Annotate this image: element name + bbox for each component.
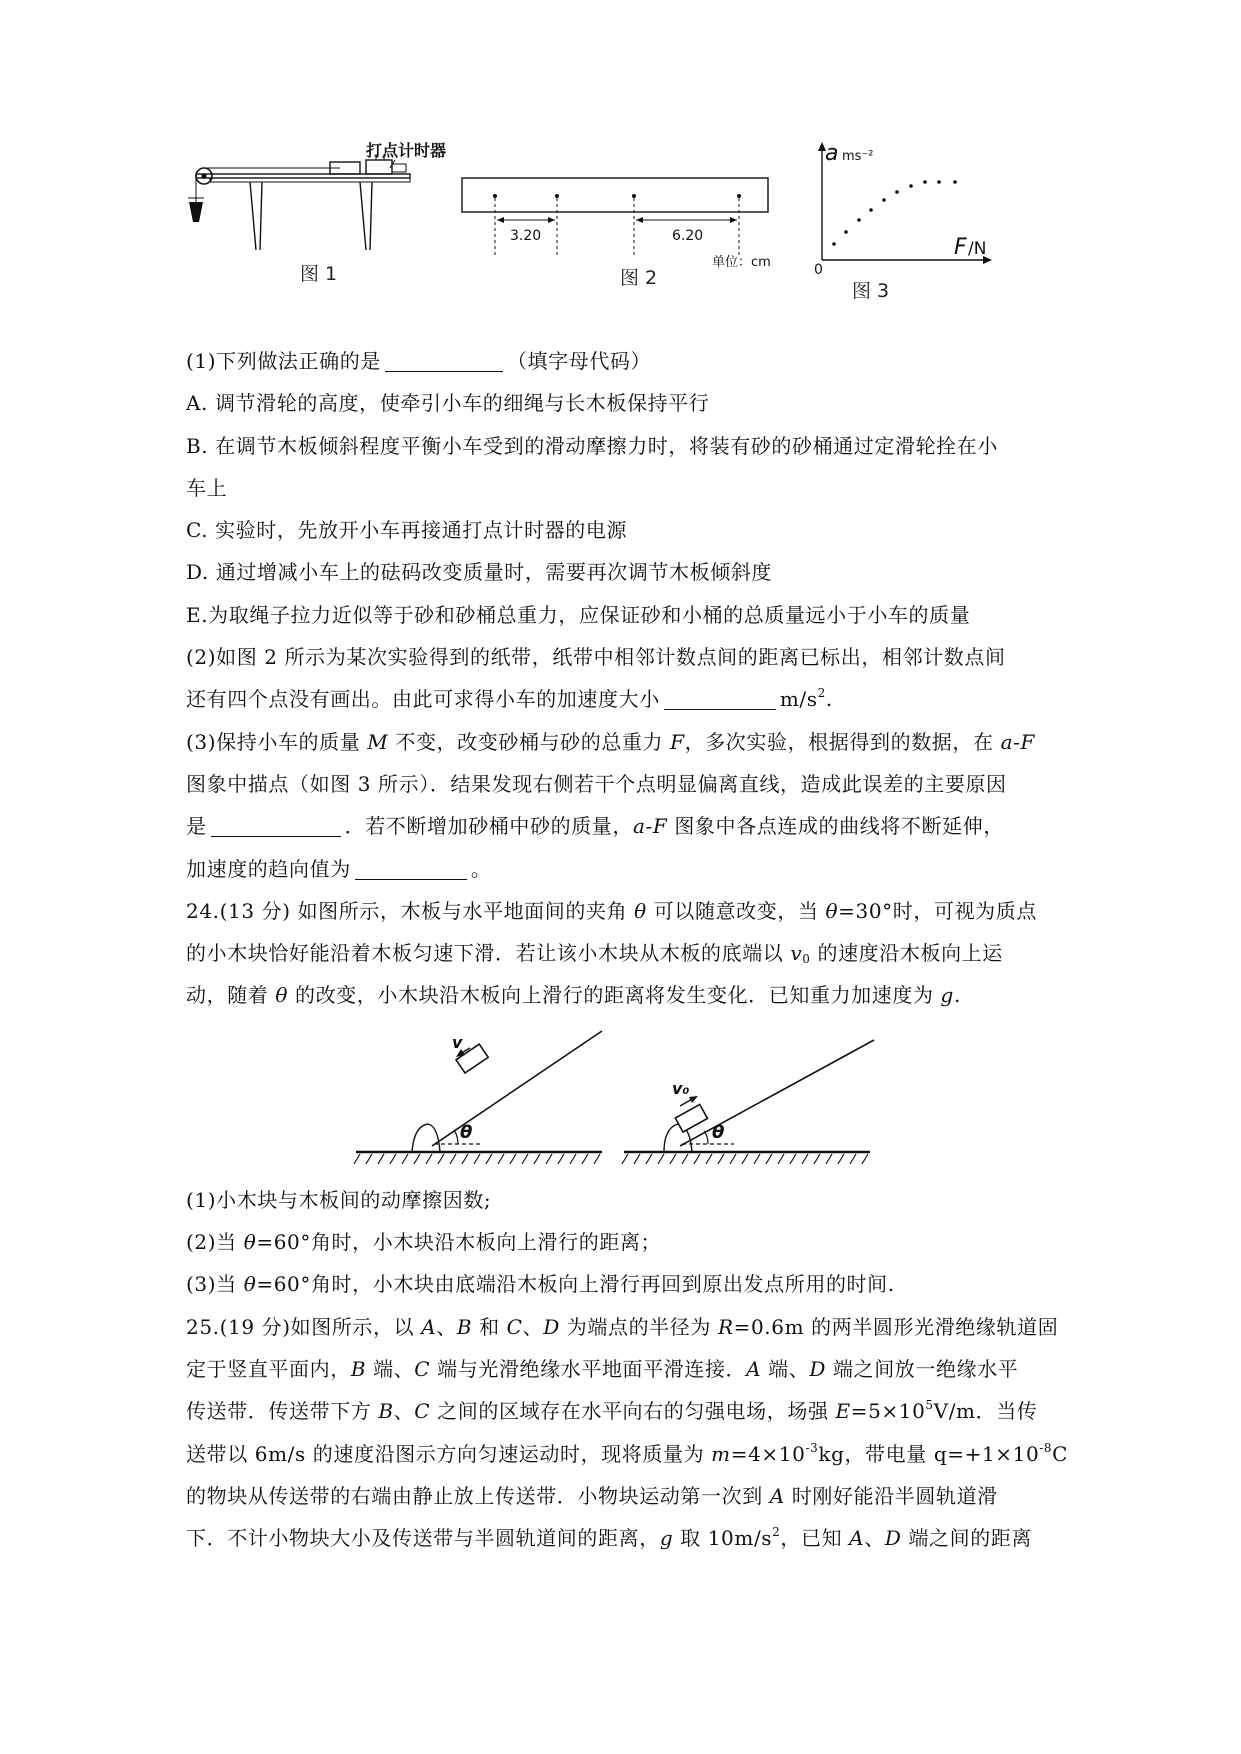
velocity-label: v (452, 1033, 463, 1052)
tape-distance-1: 3.20 (510, 228, 542, 244)
wood-block (675, 1104, 707, 1132)
timer (366, 160, 392, 174)
option-a: A. 调节滑轮的高度，使牵引小车的细绳与长木板保持平行 (186, 391, 710, 416)
paper-tape (462, 178, 768, 212)
q24-sub3: (3)当 θ=60°角时，小木块由底端沿木板向上滑行再回到原出发点所用的时间. (186, 1272, 895, 1297)
incline-figure-2 (620, 1026, 880, 1176)
incline-figure-1 (352, 1026, 612, 1176)
q25-line2: 定于竖直平面内，B 端、C 端与光滑绝缘水平地面平滑连接．A 端、D 端之间放一绝缘水平 (186, 1356, 1019, 1381)
tape-unit: 单位：cm (712, 255, 771, 270)
q23-part2-line1: (2)如图 2 所示为某次实验得到的纸带，纸带中相邻计数点间的距离已标出，相邻计数点间 (186, 645, 1006, 670)
answer-blank[interactable] (355, 855, 467, 880)
question-text (186, 340, 1069, 1559)
tape-distance-2: 6.20 (672, 228, 704, 244)
figure-3-aF-graph (808, 140, 1008, 278)
q24-line1: 24.(13 分) 如图所示，木板与水平地面间的夹角 θ 可以随意改变，当 θ=30°时，可视为质点 (186, 898, 1037, 923)
figure-2-tape (460, 176, 790, 276)
q25-line1: 25.(19 分)如图所示，以 A、B 和 C、D 为端点的半径为 R=0.6m 的两半圆形光滑绝缘轨道固 (186, 1314, 1059, 1339)
option-d: D. 通过增减小车上的砝码改变质量时，需要再次调节木板倾斜度 (186, 560, 773, 585)
q23-part3-line2: 图象中描点（如图 3 所示）．结果发现右侧若干个点明显偏离直线，造成此误差的主要原因 (186, 771, 1007, 796)
q23-part2-line2: 还有四个点没有画出。由此可求得小车的加速度大小 $m/s^2$. (186, 686, 833, 712)
q24-line2: 的小木块恰好能沿着木板匀速下滑．若让该小木块从木板的底端以 $v_0$ 的速度沿木板向上运 (186, 941, 1003, 967)
answer-blank[interactable] (664, 685, 776, 710)
q23-part3-line4: 加速度的趋向值为 。 (186, 856, 492, 881)
q25-line5: 的物块从传送带的右端由静止放上传送带．小物块运动第一次到 A 时刚好能沿半圆轨道滑 (186, 1483, 998, 1508)
timer-label: 打点计时器 (366, 141, 447, 160)
option-c: C. 实验时，先放开小车再接通打点计时器的电源 (186, 518, 628, 543)
q24-sub2: (2)当 θ=60°角时，小木块沿木板向上滑行的距离； (186, 1230, 662, 1255)
sand-bucket (189, 202, 203, 222)
q24-sub1: (1)小木块与木板间的动摩擦因数; (186, 1187, 492, 1212)
option-b-line2: 车上 (186, 475, 228, 500)
figure-3-caption: 图 3 (852, 280, 890, 302)
angle-label: θ (460, 1122, 473, 1143)
x-axis-unit: /N (968, 239, 987, 259)
answer-blank[interactable] (385, 347, 503, 372)
y-axis-label: a (825, 141, 839, 166)
origin-label: 0 (814, 262, 823, 278)
data-points (832, 180, 957, 246)
velocity-label: v₀ (672, 1079, 690, 1098)
q24-line3: 动，随着 θ 的改变，小木块沿木板向上滑行的距离将发生变化．已知重力加速度为 g. (186, 983, 961, 1008)
figure-1-caption: 图 1 (300, 263, 338, 285)
option-b-line1: B. 在调节木板倾斜程度平衡小车受到的滑动摩擦力时，将装有砂的砂桶通过定滑轮拴在小 (186, 433, 999, 458)
q23-part3-line1: (3)保持小车的质量 M 不变，改变砂桶与砂的总重力 F，多次实验，根据得到的数据，在 a-F (186, 729, 1035, 754)
q25-line6: 下．不计小物块大小及传送带与半圆轨道间的距离，g 取 $10m/s^2$，已知 A、D 端之间的距离 (186, 1525, 1033, 1551)
figure-2-caption: 图 2 (620, 267, 658, 289)
incline-board (680, 1040, 874, 1146)
angle-label: θ (712, 1122, 725, 1143)
q25-line3: 传送带．传送带下方 B、C 之间的区域存在水平向右的匀强电场，场强 $E=5\times 10^5V/m$．当传 (186, 1398, 1038, 1424)
x-axis-label: F (954, 235, 967, 260)
answer-blank[interactable] (211, 812, 341, 837)
q25-line4: 送带以 6m/s 的速度沿图示方向匀速运动时，现将质量为 $m=4\times 10^{-3}kg$，带电量 $q=+1\times 10^{-8}C$ (186, 1440, 1069, 1466)
y-axis-unit: ms⁻² (842, 149, 874, 164)
q23-part1: (1)下列做法正确的是 （填字母代码） (186, 349, 652, 373)
q23-part3-line3: 是 ．若不断增加砂桶中砂的质量，a-F 图象中各点连成的曲线将不断延伸， (186, 814, 1004, 839)
long-board (196, 174, 410, 178)
option-e: E.为取绳子拉力近似等于砂和砂桶总重力，应保证砂和小桶的总质量远小于小车的质量 (186, 602, 971, 627)
